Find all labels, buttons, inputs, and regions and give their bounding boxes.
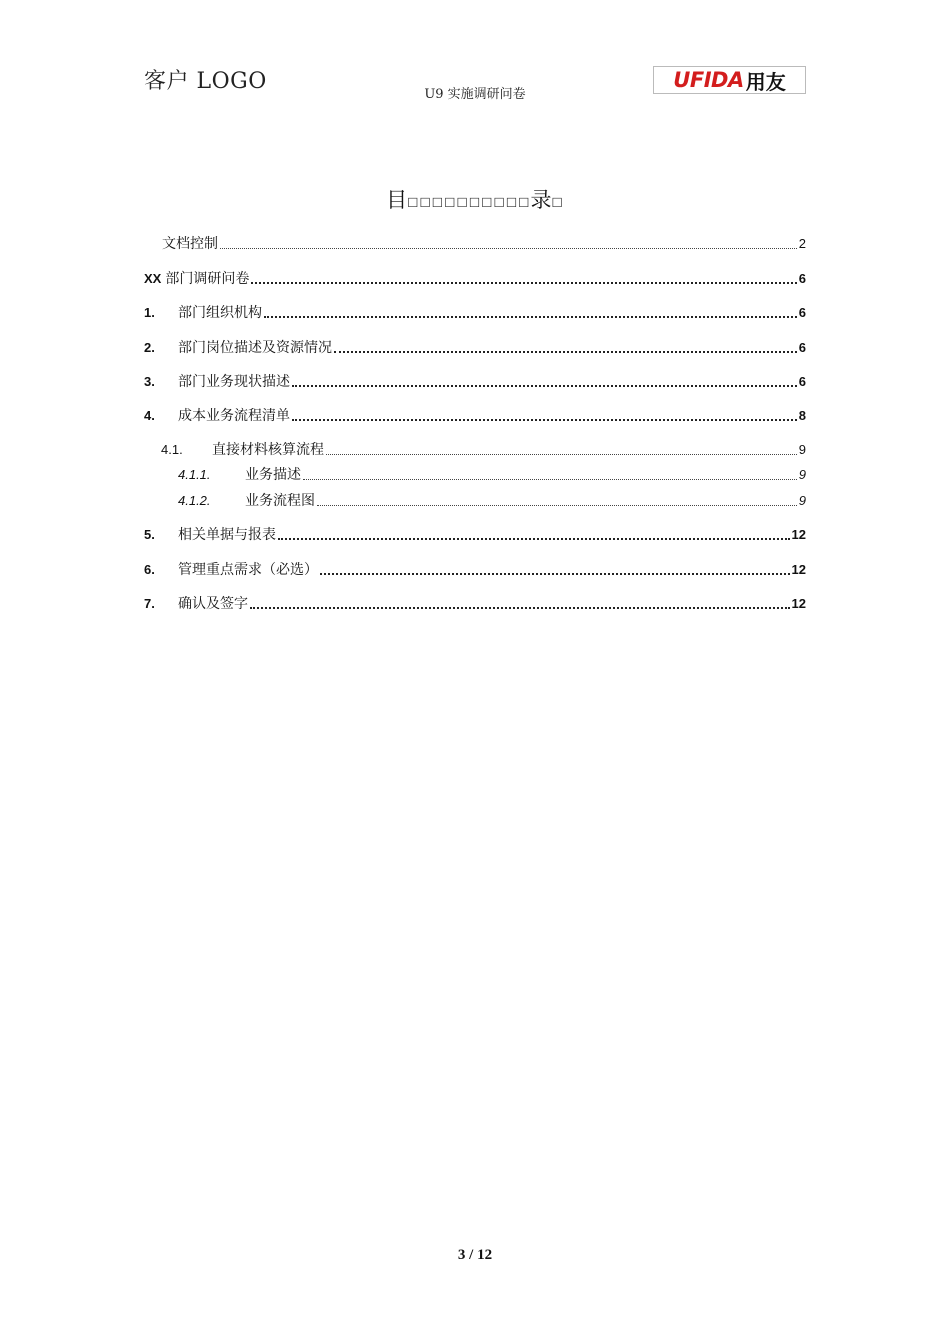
toc-entry-label: 直接材料核算流程	[212, 442, 324, 458]
toc-leader	[278, 538, 790, 540]
toc-entry-number: 5.	[144, 527, 155, 542]
toc-entry-4[interactable]	[144, 405, 806, 425]
toc-leader	[334, 351, 797, 353]
toc-entry-number: 4.	[144, 408, 155, 423]
toc-heading-right: 录	[530, 188, 552, 212]
toc-leader	[317, 505, 797, 506]
toc-entry-label: 业务流程图	[245, 493, 315, 509]
toc-page-number: 6	[798, 340, 806, 355]
toc-heading-left: 目	[386, 188, 408, 212]
ufida-logo	[653, 66, 806, 94]
toc-entry-number: 3.	[144, 374, 155, 389]
ufida-logo-text: UFIDA	[673, 68, 744, 92]
toc-entry-4-1[interactable]	[144, 439, 806, 459]
toc-page-number: 8	[798, 408, 806, 423]
toc-heading-placeholders: □□□□□□□□□□	[407, 194, 531, 209]
toc-page-number: 9	[798, 493, 806, 508]
toc-leader	[292, 385, 797, 387]
toc-page-number: 2	[798, 236, 806, 251]
toc-page-number: 12	[791, 596, 806, 611]
toc-page-number: 12	[791, 562, 806, 577]
toc-leader	[326, 454, 797, 455]
toc-page-number: 6	[798, 305, 806, 320]
toc-entry-3[interactable]	[144, 371, 806, 391]
toc-entry-number: 6.	[144, 562, 155, 577]
toc-entry-label: 部门调研问卷	[165, 271, 250, 287]
toc-entry-label: 业务描述	[245, 467, 301, 483]
toc-page-number: 9	[798, 467, 806, 482]
toc-leader	[220, 248, 797, 249]
toc-entry-label: 确认及签字	[178, 596, 248, 612]
toc-entry-number: 4.1.	[161, 442, 183, 457]
toc-entry-5[interactable]	[144, 524, 806, 544]
toc-entry-number: 4.1.2.	[178, 493, 211, 508]
toc-entry-6[interactable]	[144, 559, 806, 579]
header-document-title: U9 实施调研问卷	[424, 87, 526, 102]
toc-entry-label: 部门组织机构	[178, 305, 262, 321]
toc-leader	[292, 419, 797, 421]
toc-leader	[303, 479, 797, 480]
toc-heading-tail: □	[551, 194, 564, 209]
toc-entry-prefix: XX	[144, 271, 162, 286]
client-logo: 客户 LOGO	[144, 69, 267, 94]
toc-leader	[320, 573, 790, 575]
toc-leader	[250, 607, 790, 609]
toc-entry-label: 管理重点需求（必选）	[178, 562, 318, 578]
toc-entry-4-1-1[interactable]	[144, 464, 806, 484]
toc-entry-xx-section[interactable]	[144, 268, 806, 288]
toc-page-number: 6	[798, 271, 806, 286]
toc-entry-2[interactable]	[144, 337, 806, 357]
toc-page-number: 6	[798, 374, 806, 389]
toc-entry-doc-control[interactable]	[144, 233, 806, 253]
toc-entry-label: 相关单据与报表	[178, 527, 276, 543]
toc-entry-7[interactable]	[144, 593, 806, 613]
toc-heading	[0, 184, 950, 214]
toc-page-number: 12	[791, 527, 806, 542]
toc-entry-number: 2.	[144, 340, 155, 355]
page-header	[0, 0, 950, 120]
toc-entry-number: 1.	[144, 305, 155, 320]
toc-entry-number: 4.1.1.	[178, 467, 211, 482]
ufida-logo-chinese: 用友	[745, 69, 786, 94]
toc-leader	[264, 316, 797, 318]
page-indicator: 3 / 12	[457, 1247, 493, 1263]
toc-page-number: 9	[798, 442, 806, 457]
toc-entry-4-1-2[interactable]	[144, 490, 806, 510]
toc-entry-1[interactable]	[144, 302, 806, 322]
toc-entry-label: 部门业务现状描述	[178, 374, 290, 390]
toc-entry-number: 7.	[144, 596, 155, 611]
toc-leader	[251, 282, 796, 284]
toc-entry-label: 文档控制	[162, 236, 218, 252]
toc-entry-label: 成本业务流程清单	[178, 408, 290, 424]
toc-entry-label: 部门岗位描述及资源情况	[178, 340, 332, 356]
